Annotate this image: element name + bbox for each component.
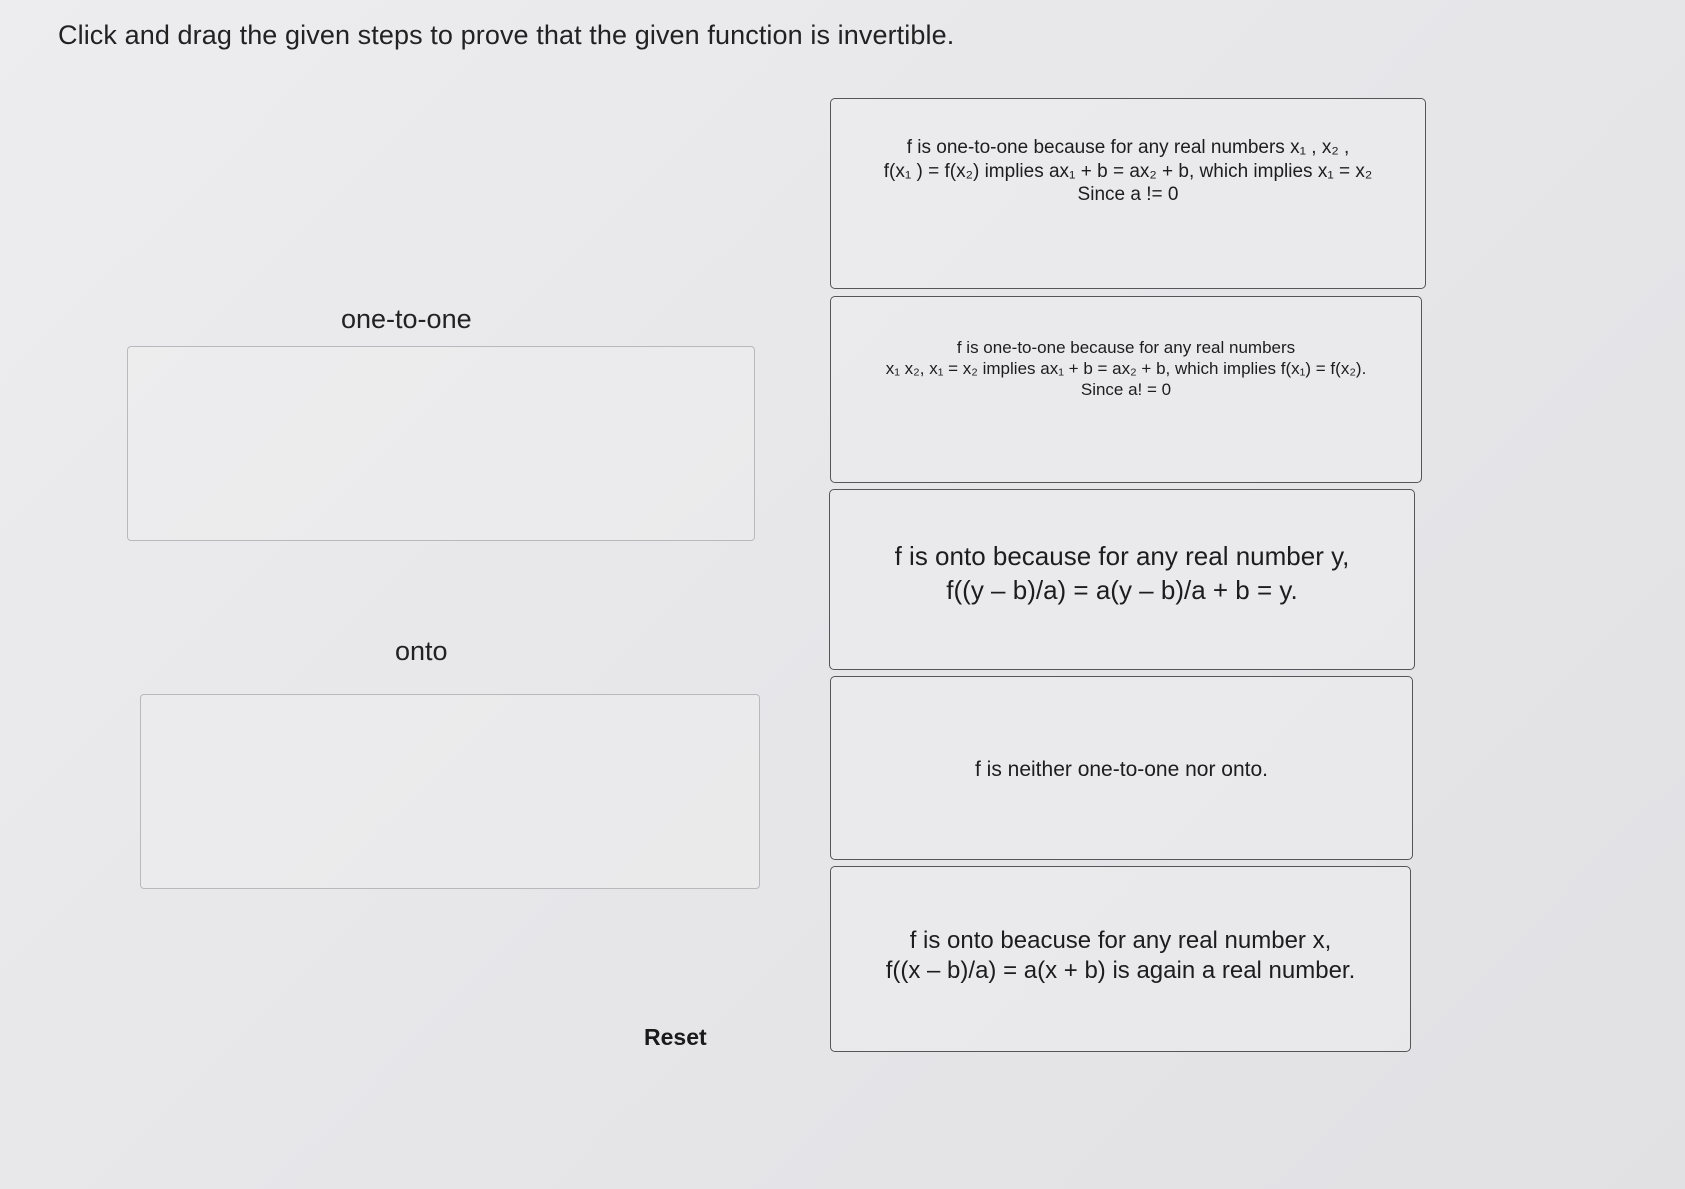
card-line: f is one-to-one because for any real numbers x₁ , x₂ , [906,136,1350,158]
card-text [886,337,1367,401]
card-text [975,757,1268,783]
card-text [895,540,1350,608]
card-line: x₁ x₂, x₁ = x₂ implies ax₁ + b = ax₂ + b, which implies f(x₁) = f(x₂). [885,358,1367,378]
draggable-step-card[interactable] [830,866,1411,1052]
draggable-step-card[interactable] [829,489,1415,670]
instruction-text: Click and drag the given steps to prove that the given function is invertible. [58,20,955,50]
onto-label: onto [395,636,448,666]
draggable-step-card[interactable] [830,98,1426,289]
card-line: Since a != 0 [1077,184,1179,206]
one-to-one-label: one-to-one [341,304,472,334]
card-line: f(x₁ ) = f(x₂) implies ax₁ + b = ax₂ + b, which implies x₁ = x₂ [883,160,1373,182]
one-to-one-drop-zone[interactable] [127,346,755,541]
card-line: f is one-to-one because for any real numbers [956,337,1296,357]
reset-button[interactable]: Reset [644,1024,707,1050]
card-text [886,926,1356,986]
draggable-step-card[interactable] [830,676,1413,860]
onto-drop-zone[interactable] [140,694,760,889]
card-line: f((y – b)/a) = a(y – b)/a + b = y. [946,574,1298,605]
card-line: Since a! = 0 [1080,380,1172,400]
card-text [884,136,1373,207]
card-line: f is onto beacuse for any real number x, [909,927,1332,954]
draggable-step-card[interactable] [830,296,1422,483]
card-line: f is onto because for any real number y, [894,540,1350,571]
card-line: f is neither one-to-one nor onto. [974,757,1268,781]
card-line: f((x – b)/a) = a(x + b) is again a real number. [885,957,1356,984]
